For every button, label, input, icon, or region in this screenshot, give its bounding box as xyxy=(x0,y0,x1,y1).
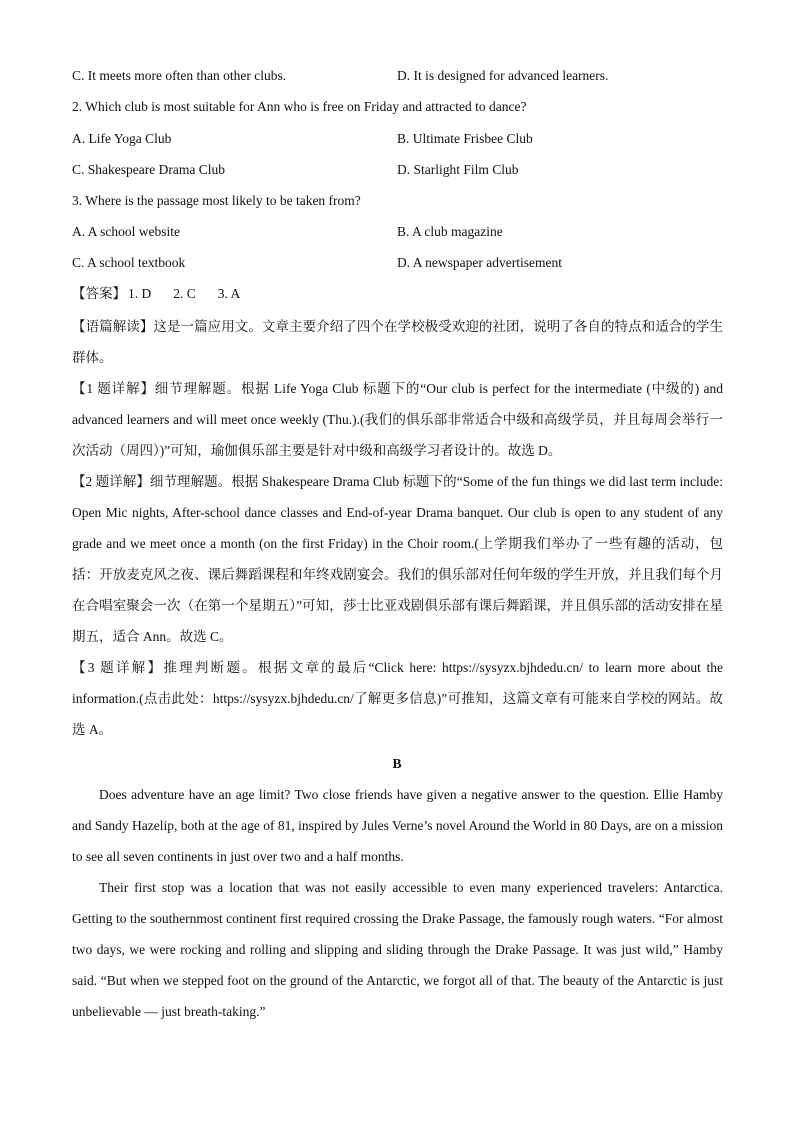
question-2-explanation: 【2 题详解】细节理解题。根据 Shakespeare Drama Club 标题下的“Some of the fun things we did last term include: Open Mic nights, After-school dance classes and End-of-year Drama banquet. Our club is open to any student of any grade and we meet once a month (on the first Friday) in the Choir room.(上学期我们举办了一些有趣的活动，包括：开放麦克风之夜、课后舞蹈课程和年终戏剧宴会。我们的俱乐部对任何年级的学生开放，并且我们每个月在合唱室聚会一次（在第一个星期五）”可知，莎士比亚戏剧俱乐部有课后舞蹈课，并且俱乐部的活动安排在星期五，适合 Ann。故选 C。 xyxy=(72,474,723,644)
analysis-block xyxy=(72,311,723,745)
option-3a: A. A school website xyxy=(72,224,180,239)
option-2a: A. Life Yoga Club xyxy=(72,131,172,146)
option-2d: D. Starlight Film Club xyxy=(397,162,519,177)
answer-1: 1. D xyxy=(128,286,152,301)
option-1c: C. It meets more often than other clubs. xyxy=(72,68,287,83)
option-1d: D. It is designed for advanced learners. xyxy=(397,68,609,83)
answer-3: 3. A xyxy=(217,286,241,301)
question-2: 2. Which club is most suitable for Ann who is free on Friday and attracted to dance? xyxy=(72,99,527,114)
option-2c: C. Shakespeare Drama Club xyxy=(72,162,225,177)
question-3-explanation: 【3 题详解】推理判断题。根据文章的最后“Click here: https://sysyzx.bjhdedu.cn/ to learn more about the information.(点击此处：https://sysyzx.bjhdedu.cn/了解更多信息)”可推知，这篇文章有可能来自学校的网站。故选 A。 xyxy=(72,660,723,737)
passage-b-paragraph-2: Their first stop was a location that was not easily accessible to even many experienced travelers: Antarctica. Getting to the southernmost continent first required crossing the Drake Passage, the famously rough waters. “For almost two days, we were rocking and rolling and slipping and sliding through the Drake Passage. It was just wild,” Hamby said. “But when we stepped foot on the ground of the Antarctic, we forgot all of that. The beauty of the Antarctic is just unbelievable — just breath-taking.” xyxy=(72,880,723,1019)
option-3b: B. A club magazine xyxy=(397,224,503,239)
option-3c: C. A school textbook xyxy=(72,255,186,270)
option-3d: D. A newspaper advertisement xyxy=(397,255,562,270)
section-heading-b: B xyxy=(392,756,402,771)
option-2b: B. Ultimate Frisbee Club xyxy=(397,131,533,146)
answer-label: 【答案】 xyxy=(72,286,126,301)
passage-interpretation: 【语篇解读】这是一篇应用文。文章主要介绍了四个在学校极受欢迎的社团，说明了各自的特点和适合的学生群体。 xyxy=(72,319,723,365)
passage-b xyxy=(72,779,723,1027)
answer-key xyxy=(72,286,262,302)
question-1-explanation: 【1 题详解】细节理解题。根据 Life Yoga Club 标题下的“Our club is perfect for the intermediate (中级的) and advanced learners and will meet once weekly (Thu.).(我们的俱乐部非常适合中级和高级学员，并且每周会举行一次活动（周四）)”可知，瑜伽俱乐部主要是针对中级和高级学习者设计的。故选 D。 xyxy=(72,381,723,458)
question-3: 3. Where is the passage most likely to be taken from? xyxy=(72,193,361,208)
passage-b-paragraph-1: Does adventure have an age limit? Two close friends have given a negative answer to the question. Ellie Hamby and Sandy Hazelip, both at the age of 81, inspired by Jules Verne’s novel Around the World in 80 Days, are on a mission to see all seven continents in just over two and a half months. xyxy=(72,787,723,864)
answer-2: 2. C xyxy=(173,286,196,301)
